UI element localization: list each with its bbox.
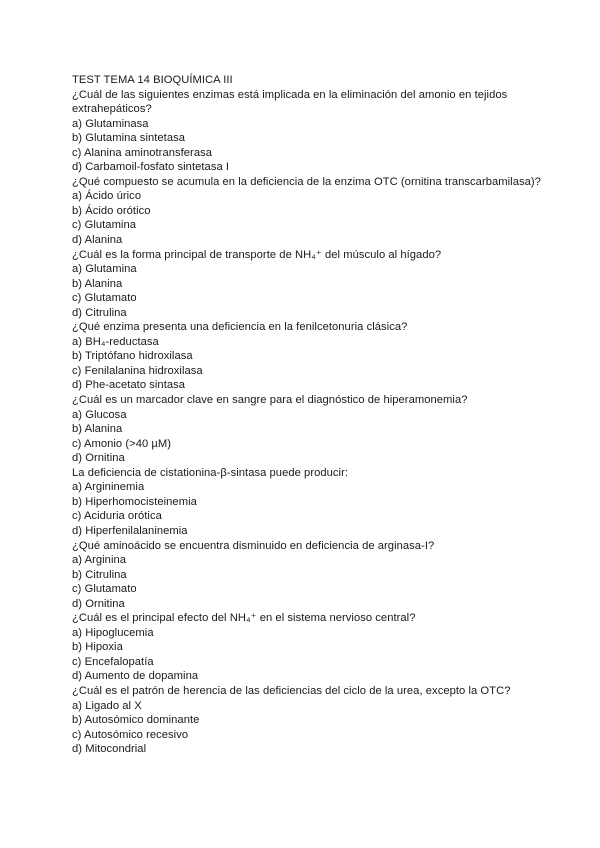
question-block	[72, 466, 542, 539]
question-text: ¿Cuál es el principal efecto del NH₄⁺ en el sistema nervioso central?	[72, 612, 416, 625]
answer-option: b) Alanina	[72, 423, 123, 436]
question-text: ¿Qué compuesto se acumula en la deficiencia de la enzima OTC (ornitina transcarbamilasa)?	[72, 175, 541, 188]
question-text: La deficiencia de cistationina-β-sintasa puede producir:	[72, 466, 349, 479]
question-block	[72, 175, 542, 248]
answer-option: a) Arginina	[72, 554, 127, 567]
answer-option: d) Citrulina	[72, 306, 127, 319]
answer-option: d) Aumento de dopamina	[72, 670, 199, 683]
answer-option: b) Hiperhomocisteinemia	[72, 495, 197, 508]
answer-option: c) Amonio (>40 µM)	[72, 437, 172, 450]
answer-option: c) Glutamina	[72, 219, 137, 232]
question-block	[72, 684, 542, 757]
answer-option: d) Carbamoil-fosfato sintetasa I	[72, 161, 230, 174]
answer-option: a) Glutaminasa	[72, 117, 149, 130]
question-text: ¿Cuál de las siguientes enzimas está implicada en la eliminación del amonio en tejidos extrahepáticos?	[72, 88, 508, 116]
question-text: ¿Qué enzima presenta una deficiencia en la fenilcetonuria clásica?	[72, 321, 408, 334]
document-content	[72, 73, 542, 757]
answer-option: d) Phe-acetato sintasa	[72, 379, 186, 392]
question-text: ¿Cuál es la forma principal de transporte de NH₄⁺ del músculo al hígado?	[72, 248, 442, 261]
answer-option: d) Hiperfenilalaninemia	[72, 524, 188, 537]
answer-option: c) Glutamato	[72, 292, 137, 305]
answer-option: b) Autosómico dominante	[72, 714, 200, 727]
answer-option: b) Citrulina	[72, 568, 127, 581]
answer-option: b) Alanina	[72, 277, 123, 290]
answer-option: b) Hipoxia	[72, 641, 123, 654]
answer-option: d) Ornitina	[72, 597, 125, 610]
answer-option: a) Glucosa	[72, 408, 127, 421]
answer-option: d) Ornitina	[72, 452, 125, 465]
answer-option: c) Fenilalanina hidroxilasa	[72, 364, 203, 377]
answer-option: a) Argininemia	[72, 481, 145, 494]
question-block	[72, 393, 542, 466]
question-block	[72, 248, 542, 321]
answer-option: b) Triptófano hidroxilasa	[72, 350, 193, 363]
answer-option: a) Ligado al X	[72, 699, 142, 712]
answer-option: a) Ácido úrico	[72, 190, 142, 203]
answer-option: d) Mitocondrial	[72, 743, 147, 756]
answer-option: c) Alanina aminotransferasa	[72, 146, 213, 159]
question-list	[72, 88, 542, 757]
question-text: ¿Qué aminoácido se encuentra disminuido en deficiencia de arginasa-I?	[72, 539, 435, 552]
question-text: ¿Cuál es el patrón de herencia de las deficiencias del ciclo de la urea, excepto la OTC?	[72, 684, 511, 697]
answer-option: c) Autosómico recesivo	[72, 728, 189, 741]
answer-option: c) Aciduria orótica	[72, 510, 162, 523]
answer-option: b) Glutamina sintetasa	[72, 132, 186, 145]
question-block	[72, 539, 542, 612]
answer-option: c) Glutamato	[72, 583, 137, 596]
answer-option: d) Alanina	[72, 234, 123, 247]
answer-option: c) Encefalopatía	[72, 655, 154, 668]
question-text: ¿Cuál es un marcador clave en sangre para el diagnóstico de hiperamonemia?	[72, 394, 468, 407]
question-block	[72, 88, 542, 175]
answer-option: b) Ácido orótico	[72, 204, 151, 217]
question-block	[72, 320, 542, 393]
answer-option: a) Glutamina	[72, 263, 137, 276]
question-block	[72, 611, 542, 684]
document-title: TEST TEMA 14 BIOQUÍMICA III	[72, 74, 233, 86]
answer-option: a) BH₄-reductasa	[72, 335, 159, 348]
answer-option: a) Hipoglucemia	[72, 626, 154, 639]
